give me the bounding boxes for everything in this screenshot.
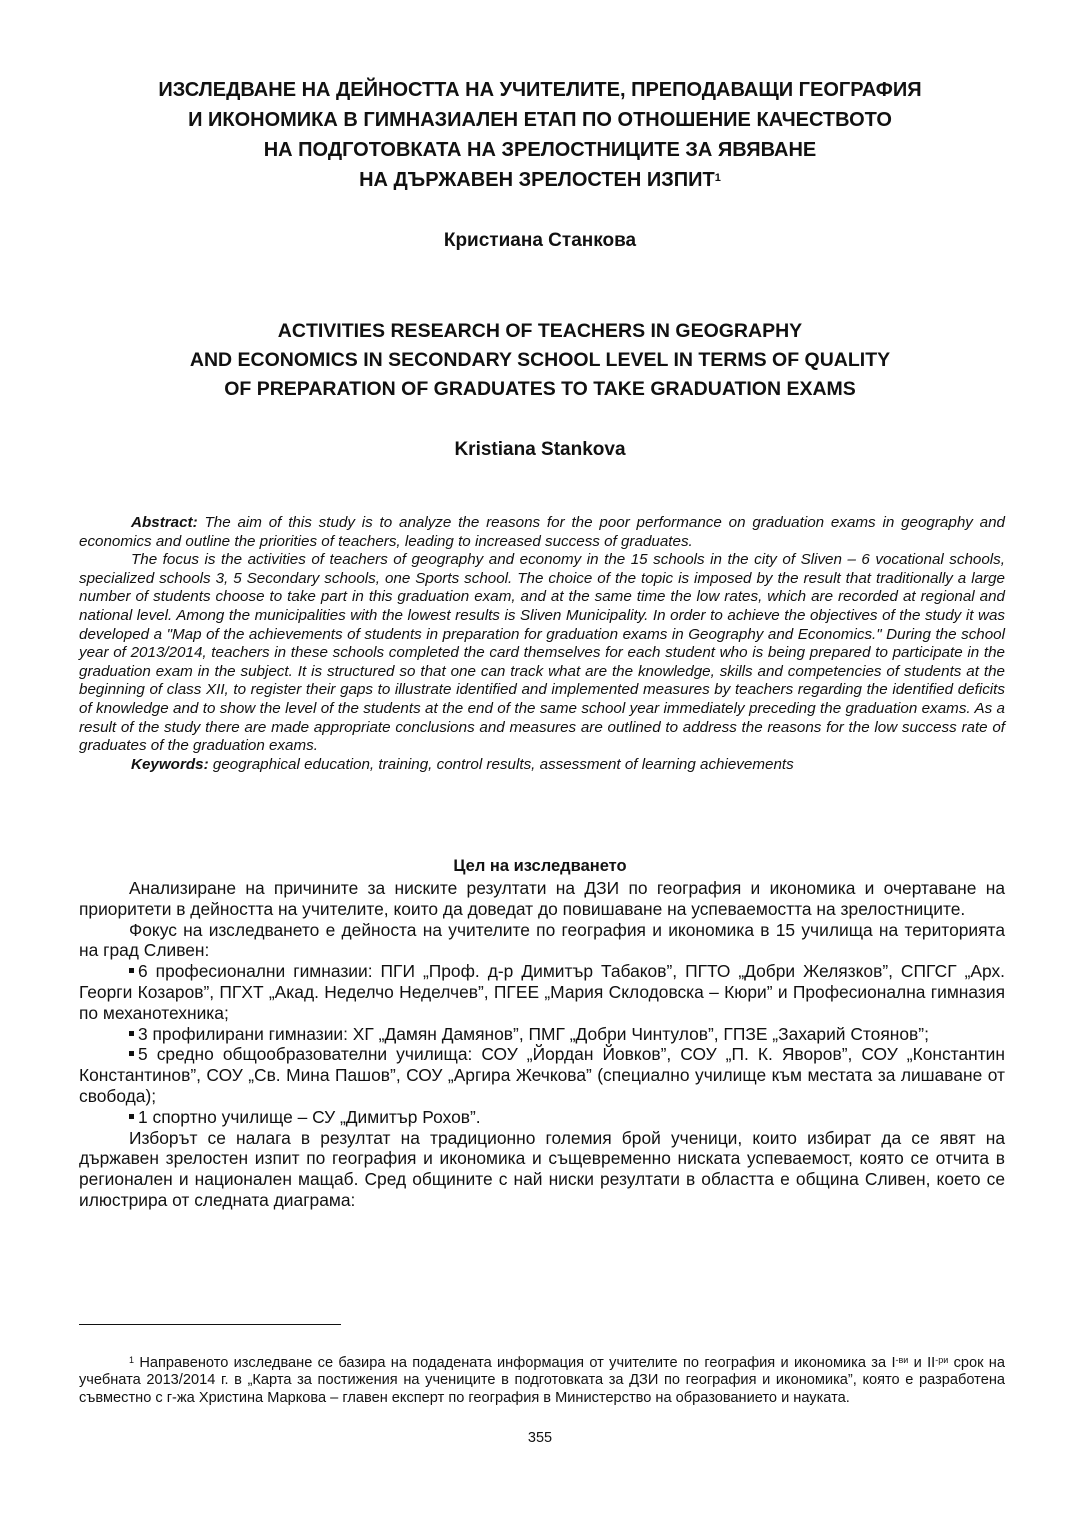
body-text [79,878,1005,1211]
bullet-icon [129,1051,134,1056]
footnote-paragraph [79,1355,1005,1407]
keywords-paragraph [79,756,1005,775]
body-paragraph-3: Изборът се налага в резултат на традиционно големия брой ученици, които избират да се явят на държавен зрелостен изпит по география и икономика и същевременно ниската успеваемост, която се отчита в регионален и национален мащаб. Сред общините с най ниски резултати в областта е община Сливен, което се илюстрира от следната диаграма: [79,1127,1005,1210]
abstract-label: Abstract: [131,514,198,531]
abstract [79,514,1005,774]
list-item-text: 6 професионални гимназии: ПГИ „Проф. д-р Димитър Табаков”, ПГТО „Добри Желязков”, СПГСГ „Арх. Георги Козаров”, ПГХТ „Акад. Неделчо Неделчев”, ПГЕЕ „Мария Склодовска – Кюри” и Професионална гимназия по механотехника; [79,961,1005,1023]
footnote-superscript-1: -ви [895,1355,909,1365]
body-paragraph-1: Анализиране на причините за ниските резултати на ДЗИ по география и икономика и очертаване на приоритети в дейността на учителите, които да доведат до повишаване на успеваемостта на зрелостниците. [79,878,1005,919]
list-item-text: 3 профилирани гимназии: ХГ „Дамян Дамянов”, ПМГ „Добри Чинтулов”, ГПЗЕ „Захарий Стоянов”; [138,1023,929,1044]
title-bg-line-3: НА ПОДГОТОВКАТА НА ЗРЕЛОСТНИЦИТЕ ЗА ЯВЯВАНЕ [263,139,817,161]
footnote-number: 1 [129,1355,135,1365]
abstract-paragraph-2: The focus is the activities of teachers of geography and economy in the 15 schools in the city of Sliven – 6 vocational schools, specialized schools 3, 5 Secondary schools, one Sports school. The choice of the topic is imposed by the result that traditionally a large number of students choose to take part in this graduation exam, and at the same time the low rates, which are recorded at regional and national level. Among the municipalities with the lowest results is Sliven Municipality. In order to achieve the objectives of the study it was developed a "Map of the achievements of students in preparation for graduation exams in Geography and Economics." During the school year of 2013/2014, teachers in these schools completed the card themselves for each student who is being prepared to participate in the graduation exam in the subject. It is structured so that one can track what are the knowledge, skills and competencies of students at the beginning of class XII, to register their gaps to illustrate identified and implemented measures by teachers regarding the identified deficits of knowledge and to show the level of the students at the end of the same school year immediately preceding the graduation exams. As a result of the study there are made appropriate conclusions and measures are outlined to address the reasons for the low success rate of graduates of the graduation exams. [79,551,1005,755]
title-bg-line-1: ИЗСЛЕДВАНЕ НА ДЕЙНОСТТА НА УЧИТЕЛИТЕ, ПРЕПОДАВАЩИ ГЕОГРАФИЯ [158,79,922,101]
list-item [79,961,1005,1023]
bullet-icon [129,1114,134,1119]
title-bg-line-2: И ИКОНОМИКА В ГИМНАЗИАЛЕН ЕТАП ПО ОТНОШЕНИЕ КАЧЕСТВОТО [188,109,892,131]
title-footnote-mark: 1 [714,172,721,184]
footnote-divider [79,1324,341,1325]
abstract-paragraph-1 [79,514,1005,551]
title-bulgarian [60,75,1020,195]
list-item [79,1024,1005,1045]
bullet-icon [129,1031,134,1036]
list-item-text: 1 спортно училище – СУ „Димитър Рохов”. [138,1106,481,1127]
list-item [79,1044,1005,1106]
footnote-text-2: и II [908,1355,936,1371]
title-bg-line-4-text: НА ДЪРЖАВЕН ЗРЕЛОСТЕН ИЗПИТ [359,169,715,191]
keywords-label: Keywords: [131,755,209,773]
title-en-line-1: ACTIVITIES RESEARCH OF TEACHERS IN GEOGRAPHY [277,320,803,342]
footnote-text-1: Направеното изследване се базира на подадената информация от учителите по география и икономика за I [134,1355,896,1371]
page-number: 355 [527,1430,553,1446]
list-item-text: 5 средно общообразователни училища: СОУ „Йордан Йовков”, СОУ „П. К. Яворов”, СОУ „Константин Константинов”, СОУ „Св. Мина Пашов”, СОУ „Аргира Жечкова” (специално училище към местата за лишаване от свобода); [79,1044,1005,1106]
title-en-line-2: AND ECONOMICS IN SECONDARY SCHOOL LEVEL IN TERMS OF QUALITY [189,349,891,371]
title-en-line-3: OF PREPARATION OF GRADUATES TO TAKE GRADUATION EXAMS [224,378,856,400]
title-bg-line-4 [60,165,1020,195]
author-bulgarian: Кристиана Станкова [443,230,637,251]
section-heading: Цел на изследването [453,857,627,875]
abstract-text-1: The aim of this study is to analyze the reasons for the poor performance on graduation exams in geography and economics and outline the priorities of teachers, leading to increased success of graduates. [79,514,1005,550]
title-english [60,317,1020,404]
list-item [79,1107,1005,1128]
author-english: Kristiana Stankova [454,439,626,460]
keywords-text: geographical education, training, control results, assessment of learning achievements [208,755,794,773]
footnote [79,1355,1005,1407]
body-paragraph-2: Фокус на изследването е дейноста на учителите по география и икономика в 15 училища на територията на град Сливен: [79,919,1005,961]
bullet-icon [129,968,134,973]
footnote-text-3: срок на учебната 2013/2014 г. в „Карта за постижения на учениците в подготовката за ДЗИ по география и икономика”, която е разработена съвместно с г-жа Христина Маркова – главен експерт по география в Министерство на образованието и науката. [79,1355,1005,1406]
footnote-superscript-2: -ри [935,1355,949,1365]
